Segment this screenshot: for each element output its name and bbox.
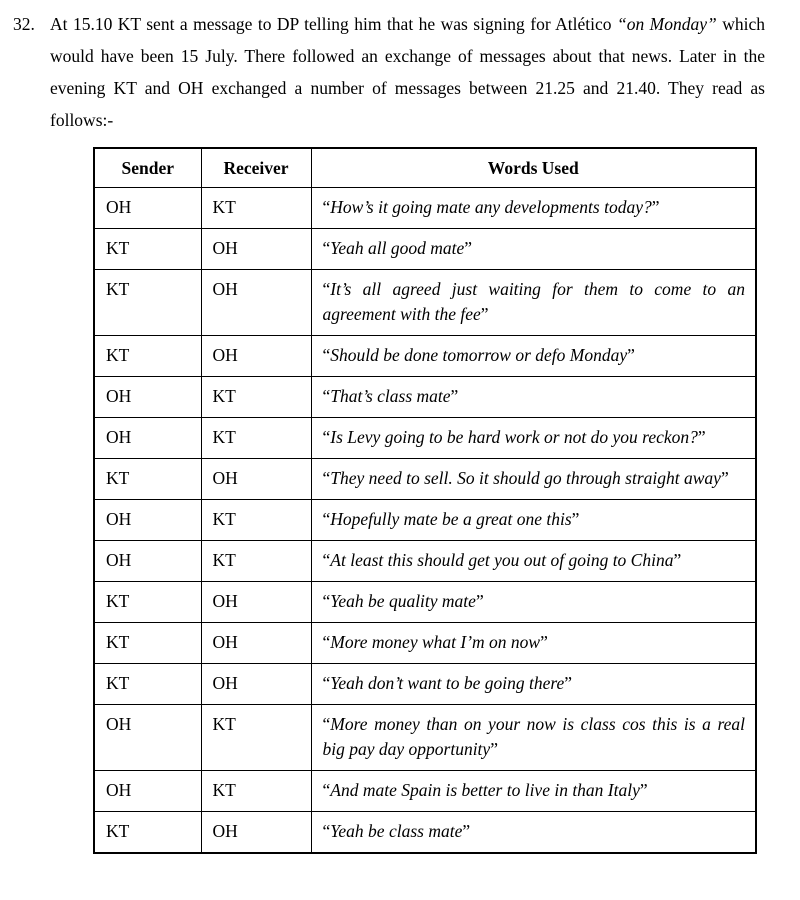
- words-cell: [311, 541, 756, 582]
- receiver-cell: KT: [201, 418, 311, 459]
- open-quote: “: [322, 591, 331, 611]
- message-text: Hopefully mate be a great one this: [330, 509, 572, 529]
- receiver-cell: KT: [201, 377, 311, 418]
- words-cell: [311, 188, 756, 229]
- sender-cell: OH: [94, 705, 201, 771]
- receiver-cell: KT: [201, 188, 311, 229]
- receiver-cell: OH: [201, 270, 311, 336]
- header-sender: Sender: [94, 148, 201, 188]
- open-quote: “: [322, 238, 331, 258]
- open-quote: “: [322, 279, 331, 299]
- open-quote: “: [322, 714, 331, 734]
- sender-cell: OH: [94, 418, 201, 459]
- receiver-cell: OH: [201, 812, 311, 854]
- sender-cell: OH: [94, 541, 201, 582]
- close-quote: ”: [480, 304, 489, 324]
- sender-cell: OH: [94, 188, 201, 229]
- header-row: [94, 148, 756, 188]
- table-row: [94, 582, 756, 623]
- message-text: Yeah all good mate: [330, 238, 465, 258]
- table-row: [94, 541, 756, 582]
- open-quote: “: [322, 386, 331, 406]
- words-cell: [311, 582, 756, 623]
- message-text: More money than on your now is class cos this is a real big pay day opportunity: [322, 714, 745, 759]
- close-quote: ”: [564, 673, 573, 693]
- table-row: [94, 664, 756, 705]
- sender-cell: KT: [94, 229, 201, 270]
- table-row: [94, 336, 756, 377]
- message-text: Should be done tomorrow or defo Monday: [330, 345, 628, 365]
- words-cell: [311, 771, 756, 812]
- messages-table: [93, 147, 757, 854]
- table-row: [94, 500, 756, 541]
- words-cell: [311, 705, 756, 771]
- open-quote: “: [322, 468, 331, 488]
- table-row: [94, 459, 756, 500]
- open-quote: “: [322, 550, 331, 570]
- sender-cell: KT: [94, 270, 201, 336]
- paragraph-number: 32.: [13, 14, 35, 34]
- table-row: [94, 771, 756, 812]
- close-quote: ”: [639, 780, 648, 800]
- open-quote: “: [322, 780, 331, 800]
- paragraph-32: [0, 0, 800, 136]
- message-text: Yeah don’t want to be going there: [330, 673, 565, 693]
- open-quote: “: [322, 821, 331, 841]
- table-row: [94, 188, 756, 229]
- message-text: At least this should get you out of going to China: [330, 550, 674, 570]
- message-text: That’s class mate: [330, 386, 451, 406]
- close-quote: ”: [720, 468, 729, 488]
- close-quote: ”: [464, 238, 473, 258]
- close-quote: ”: [475, 591, 484, 611]
- close-quote: ”: [627, 345, 635, 365]
- words-cell: [311, 459, 756, 500]
- close-quote: ”: [490, 739, 498, 759]
- close-quote: ”: [571, 509, 580, 529]
- header-receiver: Receiver: [201, 148, 311, 188]
- message-text: Yeah be quality mate: [330, 591, 476, 611]
- table-row: [94, 377, 756, 418]
- table-row: [94, 229, 756, 270]
- open-quote: “: [322, 509, 331, 529]
- words-cell: [311, 229, 756, 270]
- words-cell: [311, 377, 756, 418]
- message-text: How’s it going mate any developments today?: [330, 197, 652, 217]
- message-text: More money what I’m on now: [330, 632, 541, 652]
- open-quote: “: [322, 632, 331, 652]
- sender-cell: OH: [94, 377, 201, 418]
- close-quote: ”: [540, 632, 548, 652]
- paragraph-text: [50, 8, 765, 136]
- message-text: It’s all agreed just waiting for them to come to an agreement with the fee: [322, 279, 745, 324]
- close-quote: ”: [673, 550, 682, 570]
- receiver-cell: KT: [201, 500, 311, 541]
- message-text: They need to sell. So it should go through straight away: [330, 468, 721, 488]
- receiver-cell: OH: [201, 336, 311, 377]
- open-quote: “: [322, 345, 331, 365]
- receiver-cell: OH: [201, 664, 311, 705]
- receiver-cell: OH: [201, 582, 311, 623]
- open-quote: “: [322, 197, 331, 217]
- sender-cell: KT: [94, 582, 201, 623]
- sender-cell: KT: [94, 336, 201, 377]
- sender-cell: KT: [94, 664, 201, 705]
- receiver-cell: KT: [201, 771, 311, 812]
- receiver-cell: KT: [201, 541, 311, 582]
- close-quote: ”: [651, 197, 660, 217]
- paragraph-text-before: At 15.10 KT sent a message to DP telling him that he was signing for Atlético: [50, 14, 617, 34]
- paragraph-text-after: which would have been 15 July. There followed an exchange of messages about that news. Later in the evening KT and OH exchanged a number of messages between 21.25 and 21.40. They read as follows:-: [50, 14, 765, 130]
- close-quote: ”: [697, 427, 706, 447]
- words-cell: [311, 664, 756, 705]
- close-quote: ”: [462, 821, 471, 841]
- sender-cell: KT: [94, 812, 201, 854]
- header-words-used: Words Used: [311, 148, 756, 188]
- table-row: [94, 705, 756, 771]
- words-cell: [311, 418, 756, 459]
- open-quote: “: [322, 673, 331, 693]
- table-row: [94, 418, 756, 459]
- messages-table-header: [94, 148, 756, 188]
- paragraph-quoted-phrase: “on Monday”: [616, 14, 717, 34]
- words-cell: [311, 812, 756, 854]
- close-quote: ”: [450, 386, 459, 406]
- sender-cell: KT: [94, 459, 201, 500]
- sender-cell: OH: [94, 771, 201, 812]
- receiver-cell: OH: [201, 459, 311, 500]
- message-text: Is Levy going to be hard work or not do you reckon?: [330, 427, 698, 447]
- words-cell: [311, 500, 756, 541]
- receiver-cell: OH: [201, 229, 311, 270]
- sender-cell: KT: [94, 623, 201, 664]
- words-cell: [311, 623, 756, 664]
- sender-cell: OH: [94, 500, 201, 541]
- table-row: [94, 812, 756, 854]
- words-cell: [311, 270, 756, 336]
- table-row: [94, 270, 756, 336]
- messages-table-body: [94, 188, 756, 854]
- receiver-cell: OH: [201, 623, 311, 664]
- receiver-cell: KT: [201, 705, 311, 771]
- message-text: And mate Spain is better to live in than Italy: [330, 780, 640, 800]
- open-quote: “: [322, 427, 331, 447]
- table-row: [94, 623, 756, 664]
- words-cell: [311, 336, 756, 377]
- message-text: Yeah be class mate: [330, 821, 463, 841]
